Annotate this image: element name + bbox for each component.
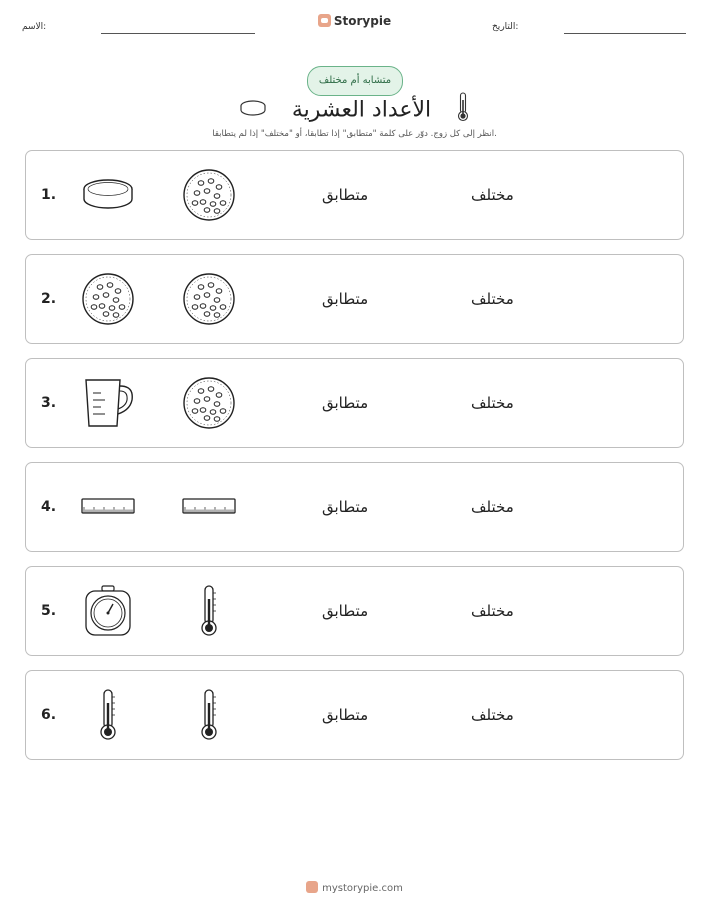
same-option[interactable]: متطابق [322,602,369,620]
question-row [25,358,684,448]
question-number: 1. [41,187,57,203]
title-text: الأعداد العشرية [291,97,432,123]
footer-url: mystorypie.com [322,883,403,894]
coin-icon [78,169,138,221]
cookie-icon [179,377,239,429]
ruler-icon [78,481,138,533]
topic-badge: متشابه أم مختلف [307,66,403,96]
ruler-icon [179,481,239,533]
date-label: التاريخ: [492,22,519,32]
thermometer-icon [179,585,239,637]
question-number: 4. [41,499,57,515]
name-field-line[interactable] [101,33,255,34]
storypie-logo-icon [306,881,318,893]
different-option[interactable]: مختلف [471,602,514,620]
different-option[interactable]: مختلف [471,706,514,724]
question-row [25,462,684,552]
different-option[interactable]: مختلف [471,290,514,308]
storypie-logo-icon [318,14,331,27]
brand-name: Storypie [333,14,392,28]
same-option[interactable]: متطابق [322,186,369,204]
question-number: 3. [41,395,57,411]
cookie-icon [78,273,138,325]
different-option[interactable]: مختلف [471,394,514,412]
cookie-icon [179,169,239,221]
question-row [25,566,684,656]
coin-icon [239,98,267,123]
date-field-line[interactable] [564,33,686,34]
same-option[interactable]: متطابق [322,706,369,724]
cookie-icon [179,273,239,325]
instructions: انظر إلى كل زوج. دوّر على كلمة "متطابق" إذا تطابقا، أو "مختلف" إذا لم يتطابقا. [212,129,497,139]
name-label: الاسم: [22,22,47,32]
thermometer-icon [179,689,239,741]
measuring-cup-icon [78,377,138,429]
stopwatch-icon [78,585,138,637]
brand [0,14,709,28]
question-number: 5. [41,603,57,619]
question-row [25,254,684,344]
different-option[interactable]: مختلف [471,186,514,204]
question-number: 2. [41,291,57,307]
question-number: 6. [41,707,57,723]
different-option[interactable]: مختلف [471,498,514,516]
question-row [25,670,684,760]
thermometer-icon [456,92,470,128]
page-title [0,92,709,128]
same-option[interactable]: متطابق [322,290,369,308]
thermometer-icon [78,689,138,741]
same-option[interactable]: متطابق [322,394,369,412]
question-row [25,150,684,240]
same-option[interactable]: متطابق [322,498,369,516]
footer [0,881,709,894]
